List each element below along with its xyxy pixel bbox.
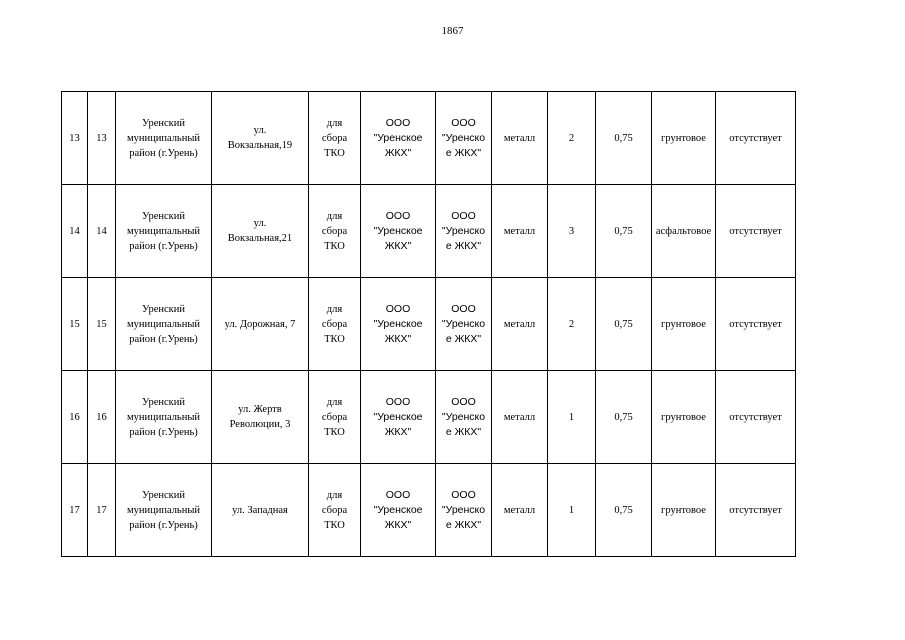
site-number-cell: 15: [88, 278, 116, 371]
address-line: Вокзальная,19: [227, 140, 293, 151]
district-line: район (г.Урень): [129, 333, 198, 345]
district-line: Уренский: [141, 210, 186, 222]
operator-line: е ЖКХ": [445, 146, 482, 159]
operator-line: ООО: [451, 302, 476, 315]
purpose-line: для: [326, 396, 343, 408]
operator-line: ООО: [451, 488, 476, 501]
fence-cell: отсутствует: [716, 371, 796, 464]
material-cell: металл: [492, 92, 548, 185]
container-volume-cell: 0,75: [596, 371, 652, 464]
address-line: ул. Дорожная, 7: [224, 318, 296, 330]
district-cell: [116, 371, 212, 464]
owner-line: ООО: [385, 395, 411, 408]
purpose-line: сбора: [321, 411, 348, 423]
district-line: муниципальный: [126, 225, 201, 237]
operator-line: е ЖКХ": [445, 239, 482, 252]
operator-cell: [436, 185, 492, 278]
district-line: муниципальный: [126, 504, 201, 516]
address-line: ул. Западная: [232, 504, 288, 516]
fence-cell: отсутствует: [716, 464, 796, 557]
surface-type-cell: асфальтовое: [652, 185, 716, 278]
owner-line: ЖКХ": [384, 332, 412, 345]
purpose-cell: [309, 185, 361, 278]
operator-cell: [436, 464, 492, 557]
site-number-cell: 17: [88, 464, 116, 557]
container-count-cell: 2: [548, 92, 596, 185]
address-line: ул.: [253, 125, 267, 136]
address-line: ул.: [253, 218, 267, 229]
owner-line: "Уренское: [373, 503, 423, 516]
container-count-cell: 2: [548, 278, 596, 371]
owner-cell: [361, 92, 436, 185]
row-number-cell: 16: [62, 371, 88, 464]
address-cell: [212, 92, 309, 185]
operator-cell: [436, 371, 492, 464]
waste-sites-table: [61, 91, 796, 557]
purpose-line: для: [326, 210, 343, 222]
owner-line: ООО: [385, 116, 411, 129]
operator-line: "Уренско: [441, 224, 486, 237]
site-number-cell: 13: [88, 92, 116, 185]
material-cell: металл: [492, 371, 548, 464]
surface-type-cell: грунтовое: [652, 278, 716, 371]
fence-cell: отсутствует: [716, 92, 796, 185]
operator-line: "Уренско: [441, 317, 486, 330]
owner-cell: [361, 278, 436, 371]
district-line: Уренский: [141, 489, 186, 501]
row-number-cell: 17: [62, 464, 88, 557]
fence-cell: отсутствует: [716, 185, 796, 278]
owner-line: "Уренское: [373, 224, 423, 237]
operator-cell: [436, 92, 492, 185]
operator-line: ООО: [451, 395, 476, 408]
owner-line: "Уренское: [373, 131, 423, 144]
surface-type-cell: грунтовое: [652, 371, 716, 464]
purpose-line: ТКО: [324, 426, 345, 438]
owner-cell: [361, 371, 436, 464]
purpose-line: ТКО: [324, 147, 345, 159]
district-line: муниципальный: [126, 318, 201, 330]
district-line: Уренский: [141, 117, 186, 129]
table-row: [62, 371, 796, 464]
container-volume-cell: 0,75: [596, 185, 652, 278]
district-line: район (г.Урень): [129, 519, 198, 531]
purpose-line: сбора: [321, 318, 348, 330]
purpose-line: сбора: [321, 504, 348, 516]
operator-line: е ЖКХ": [445, 518, 482, 531]
container-volume-cell: 0,75: [596, 278, 652, 371]
container-count-cell: 3: [548, 185, 596, 278]
material-cell: металл: [492, 464, 548, 557]
owner-line: "Уренское: [373, 317, 423, 330]
operator-line: "Уренско: [441, 410, 486, 423]
address-cell: [212, 278, 309, 371]
purpose-line: для: [326, 489, 343, 501]
district-line: район (г.Урень): [129, 426, 198, 438]
purpose-line: для: [326, 117, 343, 129]
address-cell: [212, 371, 309, 464]
operator-line: "Уренско: [441, 131, 486, 144]
purpose-cell: [309, 92, 361, 185]
owner-line: ООО: [385, 488, 411, 501]
operator-line: е ЖКХ": [445, 425, 482, 438]
address-cell: [212, 464, 309, 557]
owner-line: ООО: [385, 209, 411, 222]
address-line: Революции, 3: [229, 419, 291, 430]
purpose-cell: [309, 371, 361, 464]
container-volume-cell: 0,75: [596, 464, 652, 557]
address-line: Вокзальная,21: [227, 233, 293, 244]
material-cell: металл: [492, 278, 548, 371]
owner-line: "Уренское: [373, 410, 423, 423]
purpose-cell: [309, 464, 361, 557]
district-line: Уренский: [141, 303, 186, 315]
site-number-cell: 16: [88, 371, 116, 464]
container-count-cell: 1: [548, 371, 596, 464]
site-number-cell: 14: [88, 185, 116, 278]
owner-line: ООО: [385, 302, 411, 315]
district-line: Уренский: [141, 396, 186, 408]
purpose-line: сбора: [321, 132, 348, 144]
container-volume-cell: 0,75: [596, 92, 652, 185]
owner-cell: [361, 464, 436, 557]
operator-line: е ЖКХ": [445, 332, 482, 345]
district-line: район (г.Урень): [129, 147, 198, 159]
purpose-line: ТКО: [324, 333, 345, 345]
purpose-cell: [309, 278, 361, 371]
material-cell: металл: [492, 185, 548, 278]
page-number: 1867: [441, 25, 464, 37]
surface-type-cell: грунтовое: [652, 464, 716, 557]
row-number-cell: 15: [62, 278, 88, 371]
owner-cell: [361, 185, 436, 278]
operator-line: ООО: [451, 116, 476, 129]
purpose-line: для: [326, 303, 343, 315]
owner-line: ЖКХ": [384, 425, 412, 438]
district-cell: [116, 278, 212, 371]
container-count-cell: 1: [548, 464, 596, 557]
row-number-cell: 14: [62, 185, 88, 278]
table-row: [62, 185, 796, 278]
purpose-line: ТКО: [324, 240, 345, 252]
district-cell: [116, 464, 212, 557]
owner-line: ЖКХ": [384, 239, 412, 252]
row-number-cell: 13: [62, 92, 88, 185]
owner-line: ЖКХ": [384, 518, 412, 531]
district-line: муниципальный: [126, 411, 201, 423]
table-row: [62, 464, 796, 557]
district-line: муниципальный: [126, 132, 201, 144]
operator-cell: [436, 278, 492, 371]
address-line: ул. Жертв: [238, 404, 282, 415]
surface-type-cell: грунтовое: [652, 92, 716, 185]
table-row: [62, 278, 796, 371]
address-cell: [212, 185, 309, 278]
district-cell: [116, 92, 212, 185]
purpose-line: ТКО: [324, 519, 345, 531]
district-cell: [116, 185, 212, 278]
operator-line: ООО: [451, 209, 476, 222]
fence-cell: отсутствует: [716, 278, 796, 371]
table-row: [62, 92, 796, 185]
purpose-line: сбора: [321, 225, 348, 237]
owner-line: ЖКХ": [384, 146, 412, 159]
district-line: район (г.Урень): [129, 240, 198, 252]
operator-line: "Уренско: [441, 503, 486, 516]
